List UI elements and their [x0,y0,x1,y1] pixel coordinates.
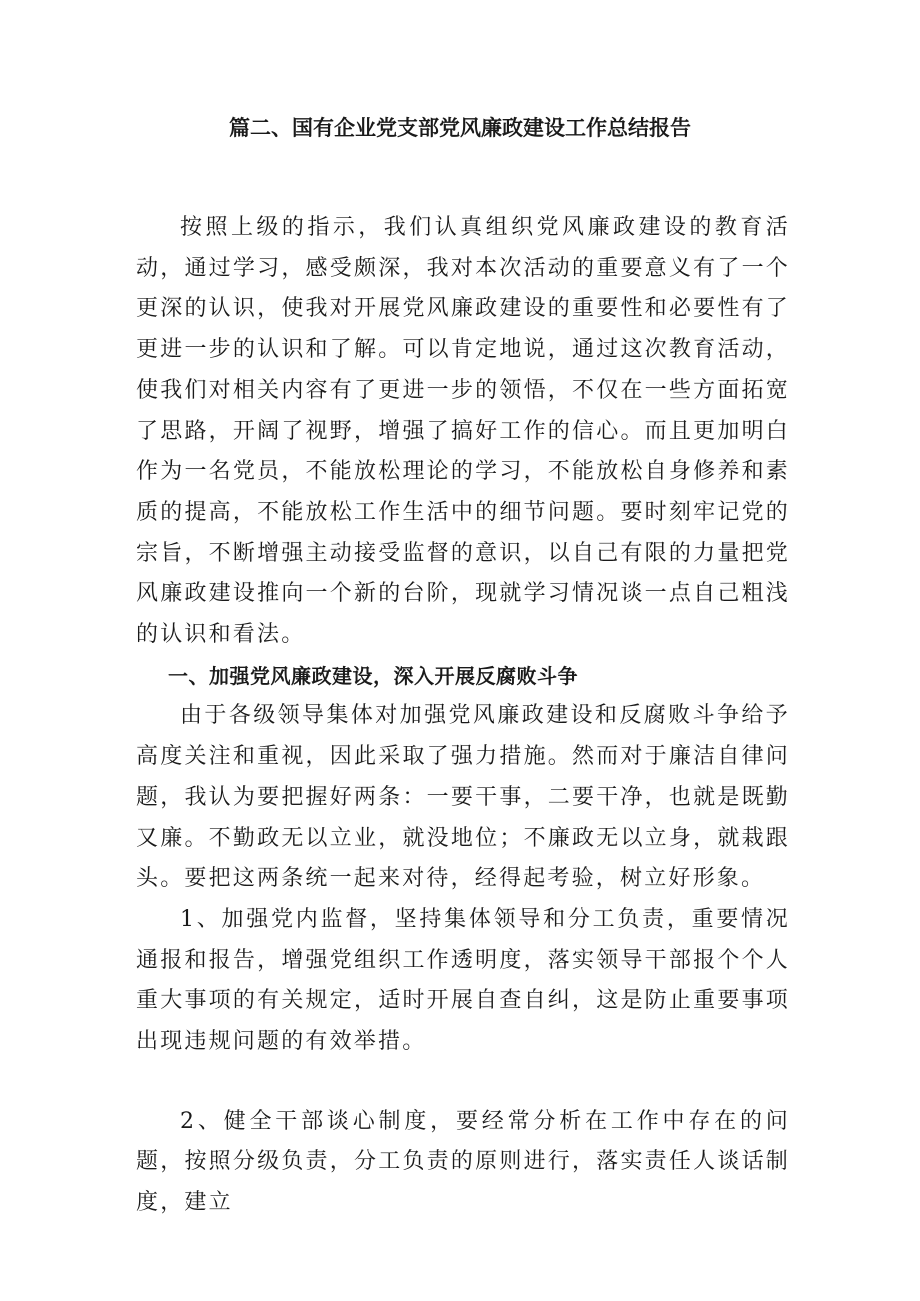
section-1-paragraph: 由于各级领导集体对加强党风廉政建设和反腐败斗争给予高度关注和重视，因此采取了强力措施。然而对于廉洁自律问题，我认为要把握好两条：一要干事，二要干净，也就是既勤又廉。不勤政无以立业，就没地位；不廉政无以立身，就栽跟头。要把这两条统一起来对待，经得起考验，树立好形象。 [136,703,790,892]
document-body [136,208,790,1224]
intro-paragraph: 按照上级的指示，我们认真组织党风廉政建设的教育活动，通过学习，感受颇深，我对本次活动的重要意义有了一个更深的认识，使我对开展党风廉政建设的重要性和必要性有了更进一步的认识和了解。可以肯定地说，通过这次教育活动，使我们对相关内容有了更进一步的领悟，不仅在一些方面拓宽了思路，开阔了视野，增强了搞好工作的信心。而且更加明白作为一名党员，不能放松理论的学习，不能放松自身修养和素质的提高，不能放松工作生活中的细节问题。要时刻牢记党的宗旨，不断增强主动接受监督的意识，以自己有限的力量把党风廉政建设推向一个新的台阶，现就学习情况谈一点自己粗浅的认识和看法。 [136,215,790,648]
section-heading-1: 一、加强党风廉政建设，深入开展反腐败斗争 [168,663,578,688]
document-title: 篇二、国有企业党支部党风廉政建设工作总结报告 [229,116,691,140]
list-item-1: 1、加强党内监督，坚持集体领导和分工负责，重要情况通报和报告，增强党组织工作透明度，落实领导干部报个个人重大事项的有关规定，适时开展自查自纠，这是防止重要事项出现违规问题的有效举措。 [136,906,790,1055]
list-item-2: 2、健全干部谈心制度，要经常分析在工作中存在的问题，按照分级负责，分工负责的原则进行，落实责任人谈话制度，建立 [136,1108,790,1216]
